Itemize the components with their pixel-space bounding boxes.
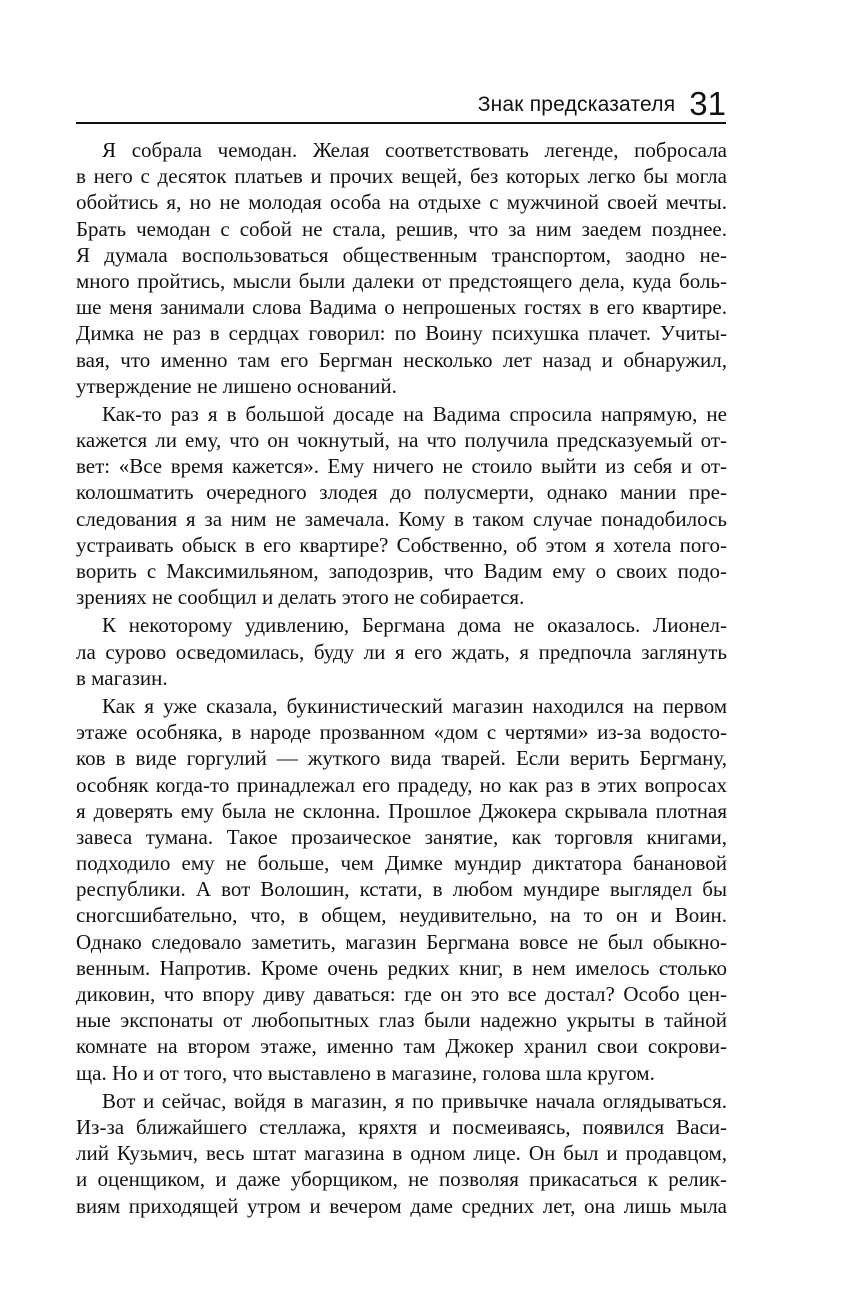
text-line: Я собрала чемодан. Желая соответствовать легенде, побросала — [102, 138, 727, 162]
text-line: утверждение не лишено оснований. — [76, 373, 397, 398]
text-line: Однако следовало заметить, магазин Бергмана вовсе не был обыкно- — [76, 929, 727, 954]
paragraph — [76, 137, 727, 399]
text-line: ные экспонаты от любопытных глаз были надежно укрыты в тайной — [76, 1008, 727, 1033]
paragraph — [76, 693, 727, 1086]
text-line: обойтись я, но не молодая особа на отдыхе с мужчиной своей мечты. — [76, 190, 727, 215]
text-line: подходило ему не больше, чем Димке мундир диктатора банановой — [76, 851, 727, 876]
text-line: зрениях не сообщил и делать этого не собирается. — [76, 585, 525, 610]
paragraph — [76, 612, 727, 691]
text-line: Как-то раз я в большой досаде на Вадима спросила напрямую, не — [102, 401, 727, 426]
text-line: Брать чемодан с собой не стала, решив, что за ним заедем позднее. — [76, 216, 727, 241]
page-number: 31 — [689, 85, 726, 122]
text-line: комнате на втором этаже, именно там Джокер хранил свои сокрови- — [76, 1034, 727, 1059]
text-line: ща. Но и от того, что выставлено в магазине, голова шла кругом. — [76, 1060, 655, 1085]
text-line: К некоторому удивлению, Бергмана дома не оказалось. Лионел- — [102, 613, 727, 638]
running-title: Знак предсказателя — [477, 93, 676, 116]
text-line: ла сурово осведомилась, буду ли я его ждать, я предпочла заглянуть — [76, 639, 727, 664]
text-line: Вот и сейчас, войдя в магазин, я по привычке начала оглядываться. — [102, 1088, 727, 1113]
text-line: особняк когда-то принадлежал его прадеду, но как раз в этих вопросах — [76, 772, 727, 797]
text-line: этаже особняка, в народе прозванном «дом с чертями» из-за водосто- — [76, 720, 727, 745]
text-line: я доверять ему была не склонна. Прошлое Джокера скрывала плотная — [76, 798, 727, 823]
text-line: республики. А вот Волошин, кстати, в любом мундире выглядел бы — [76, 877, 727, 902]
text-line: завеса тумана. Такое прозаическое занятие, как торговля книгами, — [76, 824, 727, 849]
body-text — [76, 137, 727, 1221]
text-line: виям приходящей утром и вечером даме средних лет, она лишь мыла — [76, 1193, 727, 1218]
text-line: диковин, что впору диву даваться: где он это все достал? Особо цен- — [76, 982, 727, 1006]
text-line: и оценщиком, и даже уборщиком, не позволяя прикасаться к релик- — [76, 1167, 727, 1192]
paragraph — [76, 1088, 727, 1219]
text-line: много пройтись, мысли были далеки от предстоящего дела, куда боль- — [76, 268, 727, 293]
text-line: колошматить очередного злодея до полусмерти, однако мании пре- — [76, 480, 727, 505]
text-line: вая, что именно там его Бергман несколько лет назад и обнаружил, — [76, 347, 727, 372]
text-line: кажется ли ему, что он чокнутый, на что получила предсказуемый от- — [76, 428, 727, 453]
text-line: Из-за ближайшего стеллажа, кряхтя и посмеиваясь, появился Васи- — [76, 1114, 727, 1139]
text-line: сногсшибательно, что, в общем, неудивительно, на то он и Воин. — [76, 903, 727, 928]
text-line: ворить с Максимильяном, заподозрив, что Вадим ему о своих подо- — [76, 559, 727, 583]
text-line: венным. Напротив. Кроме очень редких книг, в нем имелось столько — [76, 955, 727, 980]
text-line: вет: «Все время кажется». Ему ничего не стоило выйти из себя и от- — [76, 454, 727, 479]
paragraph — [76, 401, 727, 611]
text-line: Я думала воспользоваться общественным транспортом, заодно не- — [76, 242, 727, 267]
text-line: лий Кузьмич, весь штат магазина в одном лице. Он был и продавцом, — [76, 1141, 727, 1166]
text-line: ше меня занимали слова Вадима о непрошеных гостях в его квартире. — [76, 295, 727, 320]
text-line: следования я за ним не замечала. Кому в таком случае понадобилось — [76, 506, 727, 531]
text-line: Как я уже сказала, букинистический магазин находился на первом — [102, 693, 727, 718]
text-line: в магазин. — [76, 665, 168, 690]
text-line: Димка не раз в сердцах говорил: по Воину психушка плачет. Учиты- — [76, 321, 727, 346]
running-header — [76, 84, 726, 124]
text-line: устраивать обыск в его квартире? Собственно, об этом я хотела пого- — [76, 532, 727, 557]
text-line: в него с десяток платьев и прочих вещей, без которых легко бы могла — [76, 164, 727, 189]
text-line: ков в виде горгулий — жуткого вида тварей. Если верить Бергману, — [76, 746, 727, 771]
